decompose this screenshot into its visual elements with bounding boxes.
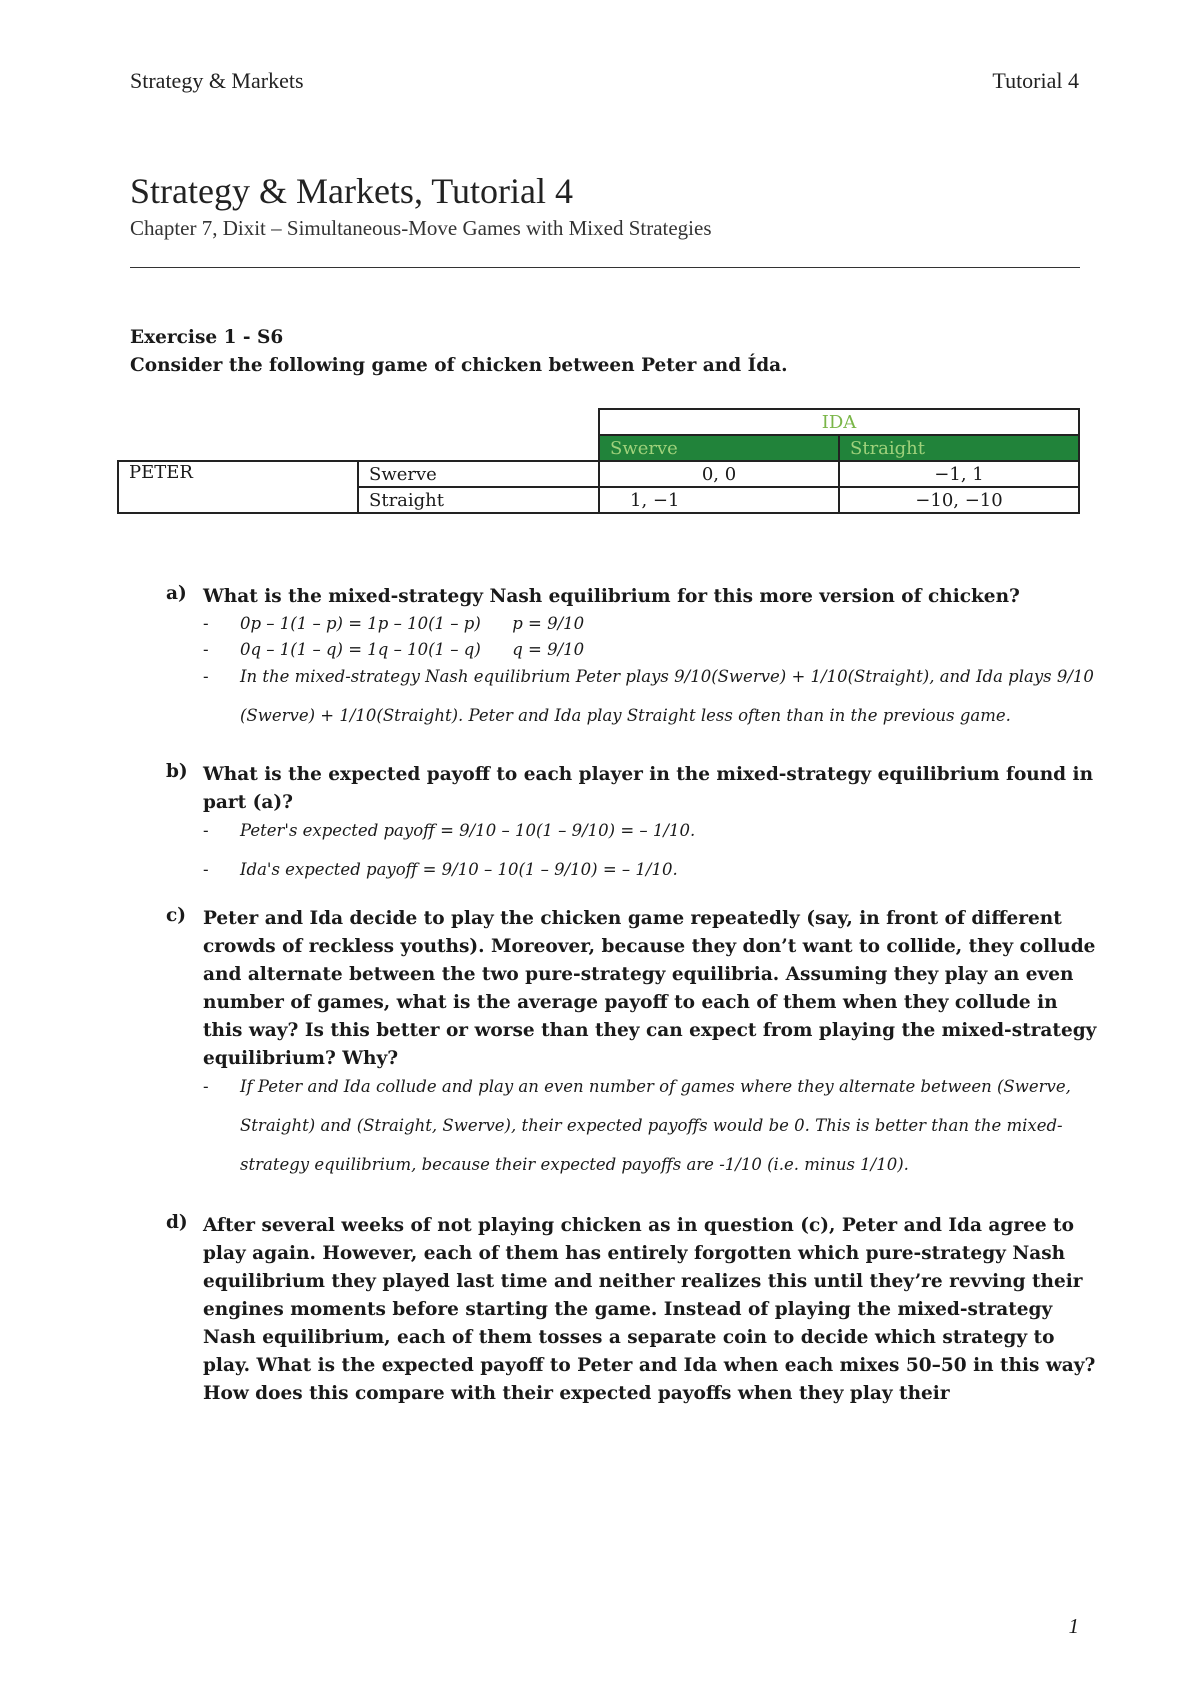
question-text: What is the mixed-strategy Nash equilibrium for this more version of chicken?	[203, 586, 1020, 607]
answer-item	[203, 1067, 1098, 1184]
bullet-dash: -	[203, 821, 209, 840]
exercise-heading: Exercise 1 - S6	[130, 327, 284, 348]
answer-item	[203, 611, 1098, 637]
payoff-cell: −10, −10	[839, 487, 1079, 513]
bullet-dash: -	[203, 1077, 209, 1096]
table-empty-cell	[358, 409, 599, 435]
table-strategy-row	[118, 435, 1079, 461]
header-tutorial: Tutorial 4	[992, 68, 1079, 93]
table-row	[118, 461, 1079, 487]
question-a	[130, 583, 1098, 611]
bullet-dash: -	[203, 667, 209, 686]
bullet-dash: -	[203, 614, 209, 633]
question-d	[130, 1212, 1098, 1408]
table-header-row	[118, 409, 1079, 435]
row-strategy-straight: Straight	[358, 487, 599, 513]
payoff-cell: 1, −1	[599, 487, 839, 513]
answer-text: Peter's expected payoff = 9/10 – 10(1 – 9/10) = – 1/10.	[240, 821, 696, 840]
answer-item	[203, 811, 1098, 850]
table-empty-cell	[118, 435, 358, 461]
question-b	[130, 761, 1098, 817]
column-strategy-straight: Straight	[839, 435, 1079, 461]
page-number: 1	[1068, 1614, 1079, 1638]
answer-item	[203, 850, 1098, 889]
payoff-table	[117, 408, 1080, 514]
table-empty-cell	[358, 435, 599, 461]
questions-list	[130, 583, 1098, 1408]
title-divider	[130, 267, 1080, 268]
payoff-cell: 0, 0	[599, 461, 839, 487]
question-c	[130, 905, 1098, 1073]
answer-text: 0q – 1(1 – q) = 1q – 10(1 – q) q = 9/10	[240, 640, 585, 659]
table-empty-cell	[118, 409, 358, 435]
answer-text: Ida's expected payoff = 9/10 – 10(1 – 9/10) = – 1/10.	[240, 860, 678, 879]
answer-text: In the mixed-strategy Nash equilibrium Peter plays 9/10(Swerve) + 1/10(Straight), and Ida plays 9/10 (Swerve) + 1/10(Straight). Peter and Ida play Straight less often than in the previous game.	[240, 667, 1094, 725]
question-label: b)	[166, 761, 188, 782]
row-strategy-swerve: Swerve	[358, 461, 599, 487]
question-text: After several weeks of not playing chicken as in question (c), Peter and Ida agree to play again. However, each of them has entirely forgotten which pure-strategy Nash equilibrium they played last time and neither realizes this until they’re revving their engines moments before starting the game. Instead of playing the mixed-strategy Nash equilibrium, each of them tosses a separate coin to decide which strategy to play. What is the expected payoff to Peter and Ida when each mixes 50–50 in this way? How does this compare with their expected payoffs when they play their	[203, 1215, 1096, 1404]
question-label: a)	[166, 583, 187, 604]
question-label: d)	[166, 1212, 188, 1233]
question-text: Peter and Ida decide to play the chicken game repeatedly (say, in front of different crowds of reckless youths). Moreover, because they don’t want to collide, they collude and alternate between the two pure-strategy equilibria. Assuming they play an even number of games, what is the average payoff to each of them when they collude in this way? Is this better or worse than they can expect from playing the mixed-strategy equilibrium? Why?	[203, 908, 1097, 1069]
bullet-dash: -	[203, 860, 209, 879]
exercise-intro: Consider the following game of chicken between Peter and Ída.	[130, 355, 788, 376]
question-label: c)	[166, 905, 187, 926]
payoff-cell: −1, 1	[839, 461, 1079, 487]
column-strategy-swerve: Swerve	[599, 435, 839, 461]
header-course: Strategy & Markets	[130, 68, 304, 93]
answer-item	[203, 657, 1098, 735]
page-title: Strategy & Markets, Tutorial 4	[130, 171, 573, 211]
row-player-label: PETER	[118, 461, 358, 513]
page-subtitle: Chapter 7, Dixit – Simultaneous-Move Games with Mixed Strategies	[130, 216, 712, 240]
column-player-label: IDA	[599, 409, 1079, 435]
answer-text: 0p – 1(1 – p) = 1p – 10(1 – p) p = 9/10	[240, 614, 585, 633]
answer-text: If Peter and Ida collude and play an even number of games where they alternate between (Swerve, Straight) and (Straight, Swerve), their expected payoffs would be 0. This is better than the mixed-strategy equilibrium, because their expected payoffs are -1/10 (i.e. minus 1/10).	[240, 1077, 1071, 1174]
bullet-dash: -	[203, 640, 209, 659]
question-text: What is the expected payoff to each player in the mixed-strategy equilibrium found in part (a)?	[203, 764, 1094, 813]
